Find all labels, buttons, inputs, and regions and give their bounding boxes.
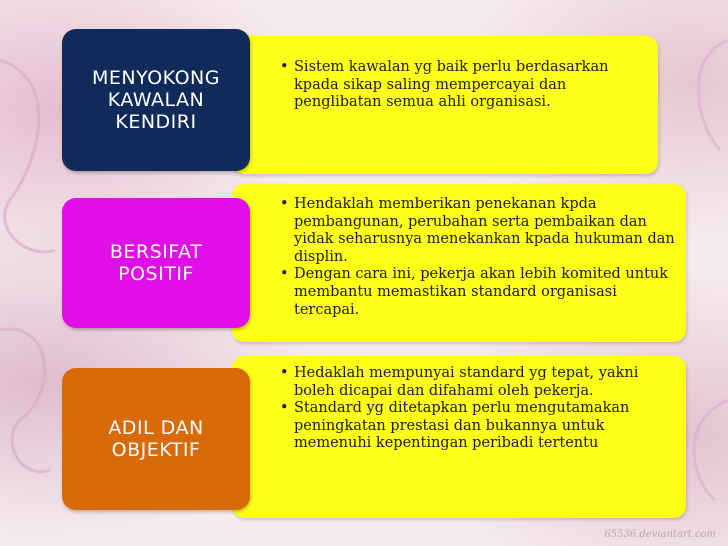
label-bersifat-positif: BERSIFAT POSITIF xyxy=(62,198,250,328)
watermark-text: 65536.deviantart.com xyxy=(604,529,716,540)
bullet-item: • Hedaklah mempunyai standard yg tepat, yakni boleh dicapai dan difahami oleh pekerja. xyxy=(280,365,676,400)
label-adil-dan-objektif: ADIL DAN OBJEKTIF xyxy=(62,368,250,510)
bullet-item: • Sistem kawalan yg baik perlu berdasarkan kpada sikap saling mempercayai dan penglibatan semua ahli organisasi. xyxy=(280,59,640,112)
bullet-item: • Standard yg ditetapkan perlu mengutamakan peningkatan prestasi dan bukannya untuk memenuhi kepentingan peribadi tertentu xyxy=(280,400,676,453)
description-box-1 xyxy=(232,36,658,174)
bullet-item: • Dengan cara ini, pekerja akan lebih komited untuk membantu memastikan standard organisasi tercapai. xyxy=(280,266,676,319)
label-menyokong-kawalan-kendiri: MENYOKONG KAWALAN KENDIRI xyxy=(62,29,250,171)
description-box-2 xyxy=(232,184,686,342)
description-box-3 xyxy=(232,356,686,518)
bullet-item: • Hendaklah memberikan penekanan kpda pembangunan, perubahan serta pembaikan dan yidak seharusnya menekankan kpada hukuman dan displin. xyxy=(280,196,676,266)
